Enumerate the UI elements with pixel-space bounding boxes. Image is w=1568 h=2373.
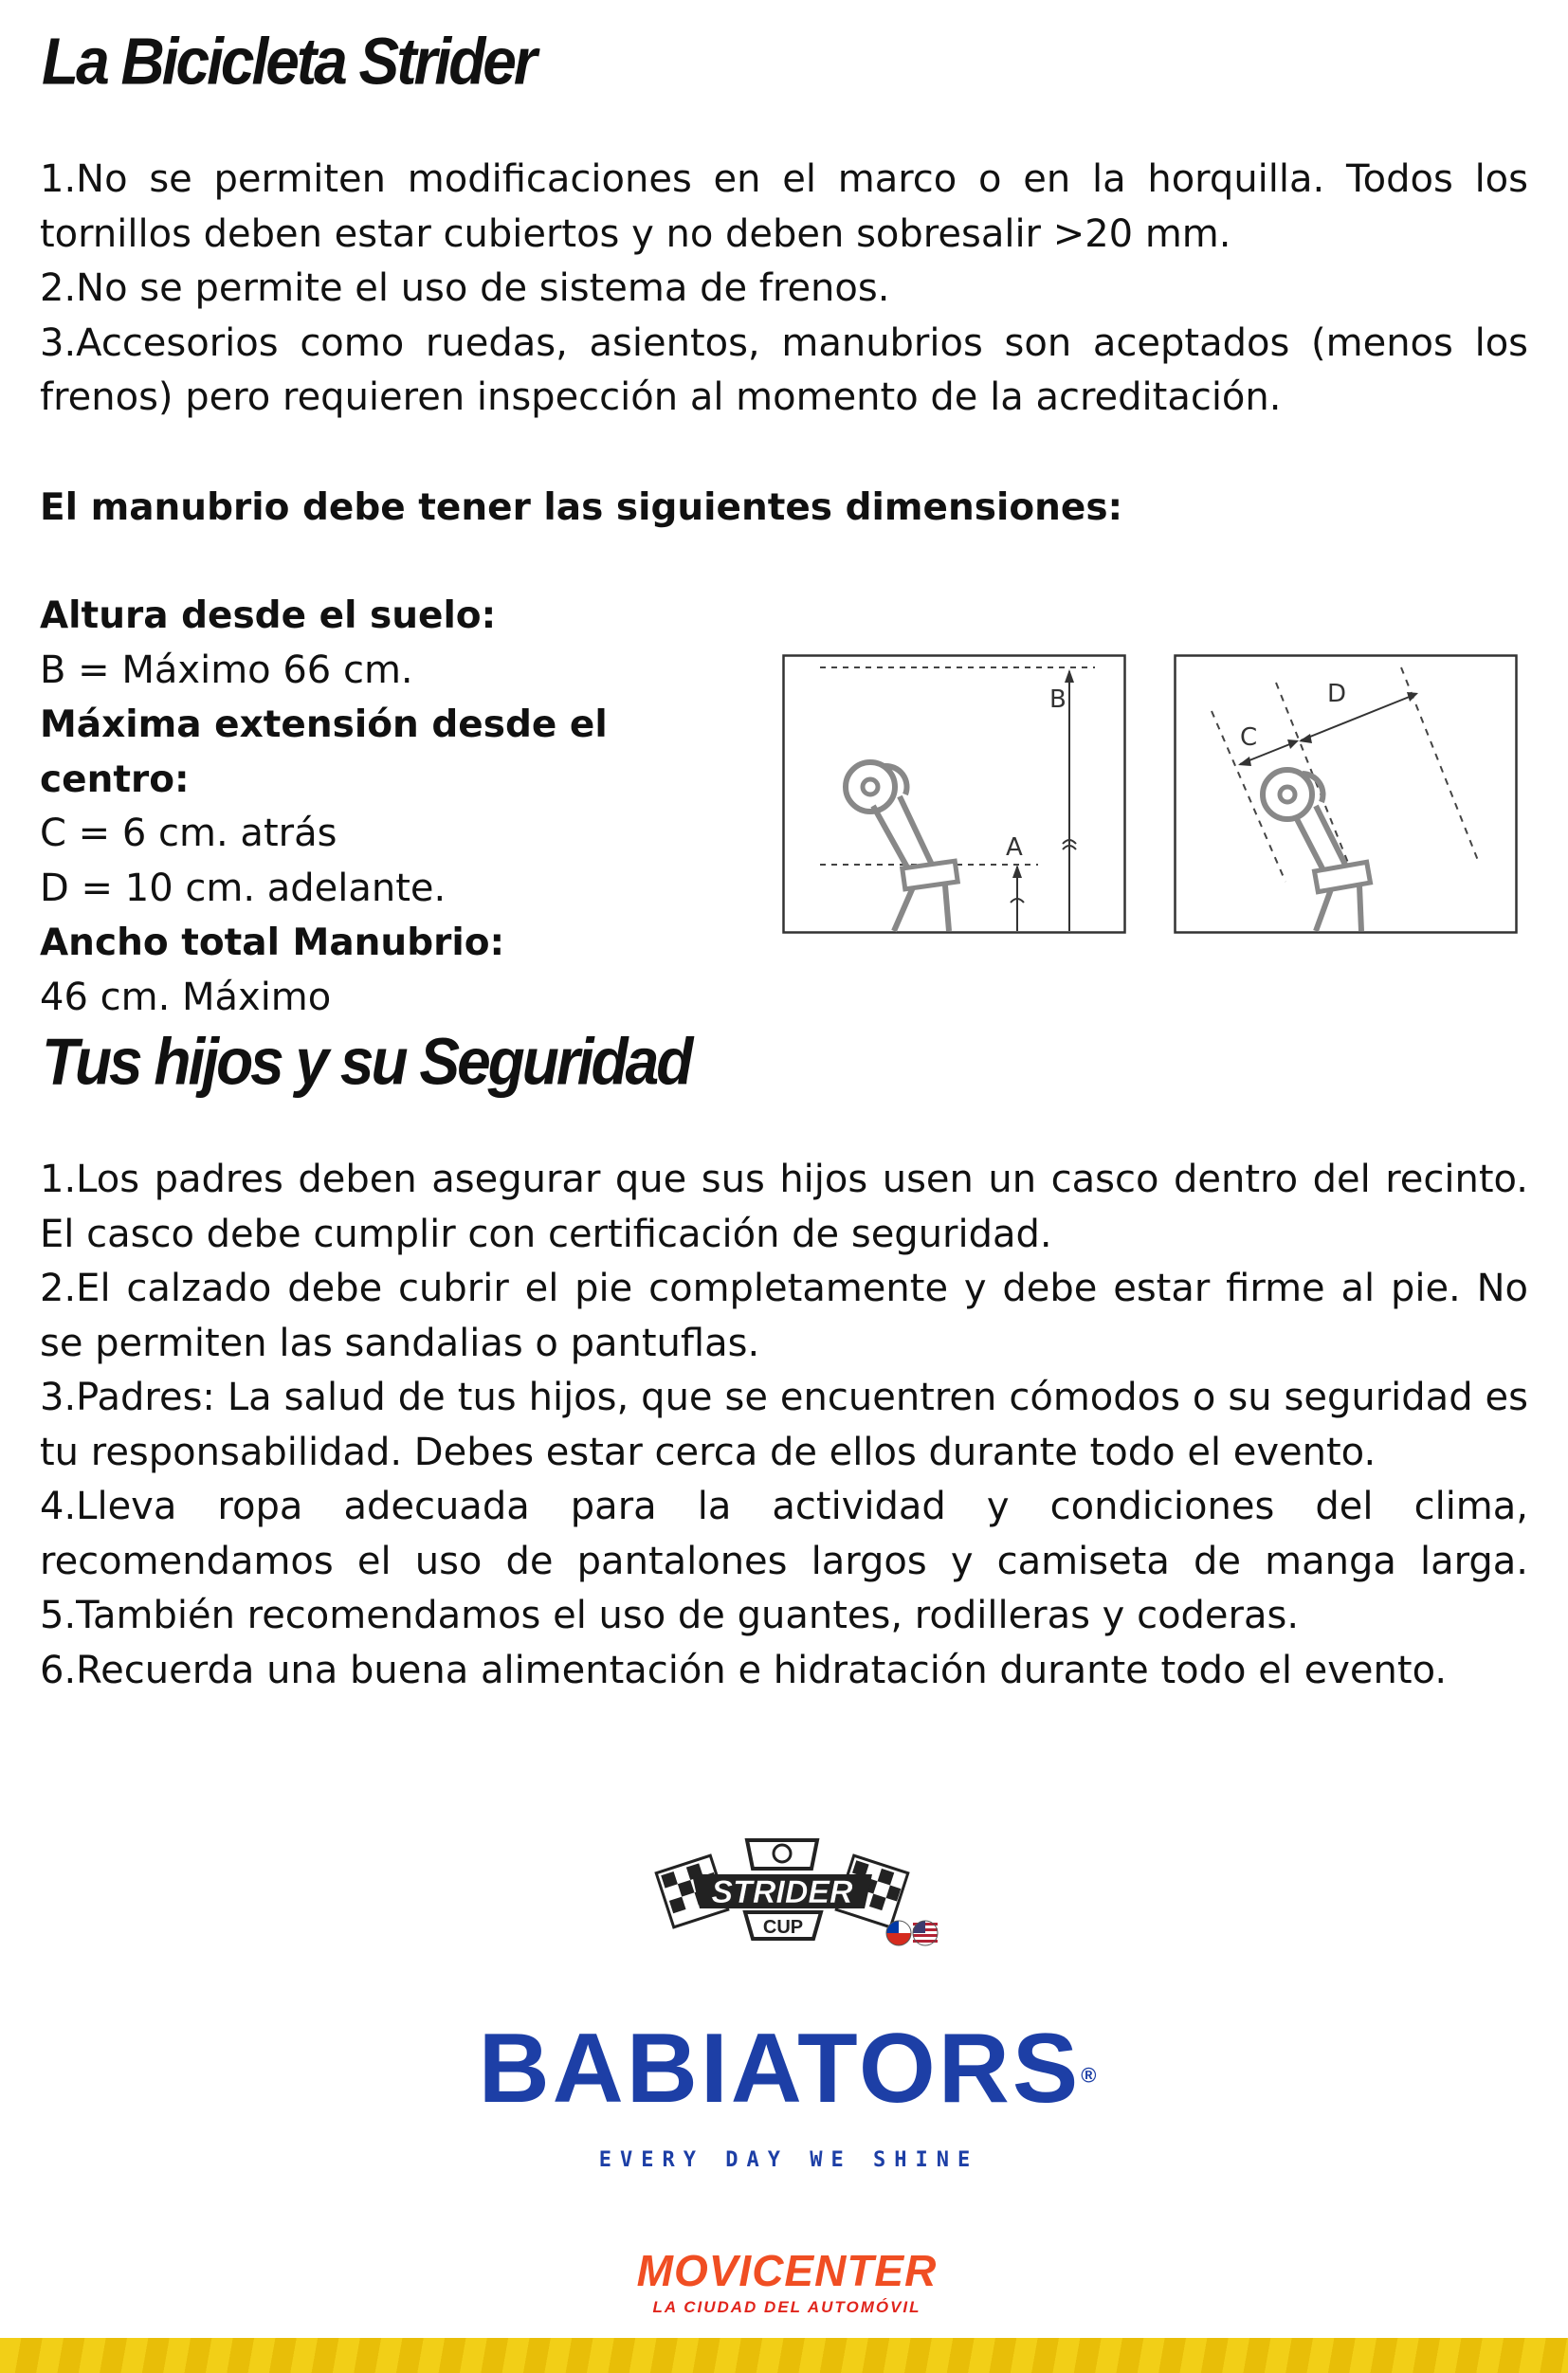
bicycle-rule-1: 1.No se permiten modificaciones en el marco o en la horquilla. Todos los tornillos deben estar cubiertos y no deben sobresalir >20 mm.: [40, 157, 1528, 256]
width-label: Ancho total Manubrio:: [40, 922, 505, 964]
extension-back: C = 6 cm. atrás: [40, 812, 337, 855]
safety-rule-4: 4.Lleva ropa adecuada para la actividad y condiciones del clima, recomendamos el uso de pantalones largos y camiseta de manga larga.: [40, 1485, 1528, 1583]
handlebar-extension-diagram: [1174, 654, 1520, 935]
extension-label: Máxima extensión desde el centro:: [40, 703, 608, 801]
safety-rule-6: 6.Recuerda una buena alimentación e hidratación durante todo el evento.: [40, 1648, 1448, 1692]
safety-rules: [40, 1153, 1528, 1698]
strider-logo-text: STRIDER: [711, 1874, 853, 1910]
safety-rule-5: 5.También recomendamos el uso de guantes, rodilleras y coderas.: [40, 1594, 1300, 1637]
usa-flag-icon: [913, 1921, 938, 1945]
bicycle-rule-2: 2.No se permite el uso de sistema de frenos.: [40, 266, 890, 310]
section-title-bicycle: La Bicicleta Strider: [42, 24, 535, 99]
babiators-logo-text: BABIATORS: [478, 2014, 1082, 2124]
diagram-label-b: B: [1049, 685, 1067, 714]
handlebar-height-diagram: [782, 654, 1128, 935]
diagram-label-c: C: [1240, 723, 1258, 752]
chile-flag-icon: [886, 1921, 911, 1945]
babiators-logo: [451, 2014, 1126, 2124]
babiators-tagline: EVERY DAY WE SHINE: [598, 2148, 979, 2172]
safety-rule-3: 3.Padres: La salud de tus hijos, que se encuentren cómodos o su seguridad es tu responsabilidad. Debes estar cerca de ellos durante todo el evento.: [40, 1376, 1528, 1474]
bicycle-rules: [40, 153, 1528, 426]
bottom-stripe: [0, 2338, 1568, 2373]
strider-cup-logo: [654, 1825, 957, 1967]
height-label: Altura desde el suelo:: [40, 594, 497, 637]
width-value: 46 cm. Máximo: [40, 975, 332, 1019]
movicenter-tagline: LA CIUDAD DEL AUTOMÓVIL: [652, 2298, 921, 2316]
registered-mark: ®: [1081, 2063, 1100, 2088]
safety-rule-1: 1.Los padres deben asegurar que sus hijos usen un casco dentro del recinto. El casco debe cumplir con certificación de seguridad.: [40, 1158, 1528, 1256]
bicycle-rule-3: 3.Accesorios como ruedas, asientos, manubrios son aceptados (menos los frenos) pero requieren inspección al momento de la acreditación.: [40, 320, 1528, 419]
height-value: B = Máximo 66 cm.: [40, 648, 413, 692]
extension-front: D = 10 cm. adelante.: [40, 866, 447, 910]
section-title-safety: Tus hijos y su Seguridad: [42, 1024, 691, 1099]
dimension-list: [40, 589, 760, 1025]
movicenter-logo-text: MOVICENTER: [636, 2246, 938, 2295]
diagram-label-a: A: [1006, 833, 1023, 862]
diagram-label-d: D: [1327, 680, 1347, 708]
safety-rule-2: 2.El calzado debe cubrir el pie completamente y debe estar firme al pie. No se permiten las sandalias o pantuflas.: [40, 1267, 1528, 1365]
cup-logo-text: CUP: [762, 1917, 804, 1938]
handlebar-heading: El manubrio debe tener las siguientes dimensiones:: [40, 486, 1123, 529]
